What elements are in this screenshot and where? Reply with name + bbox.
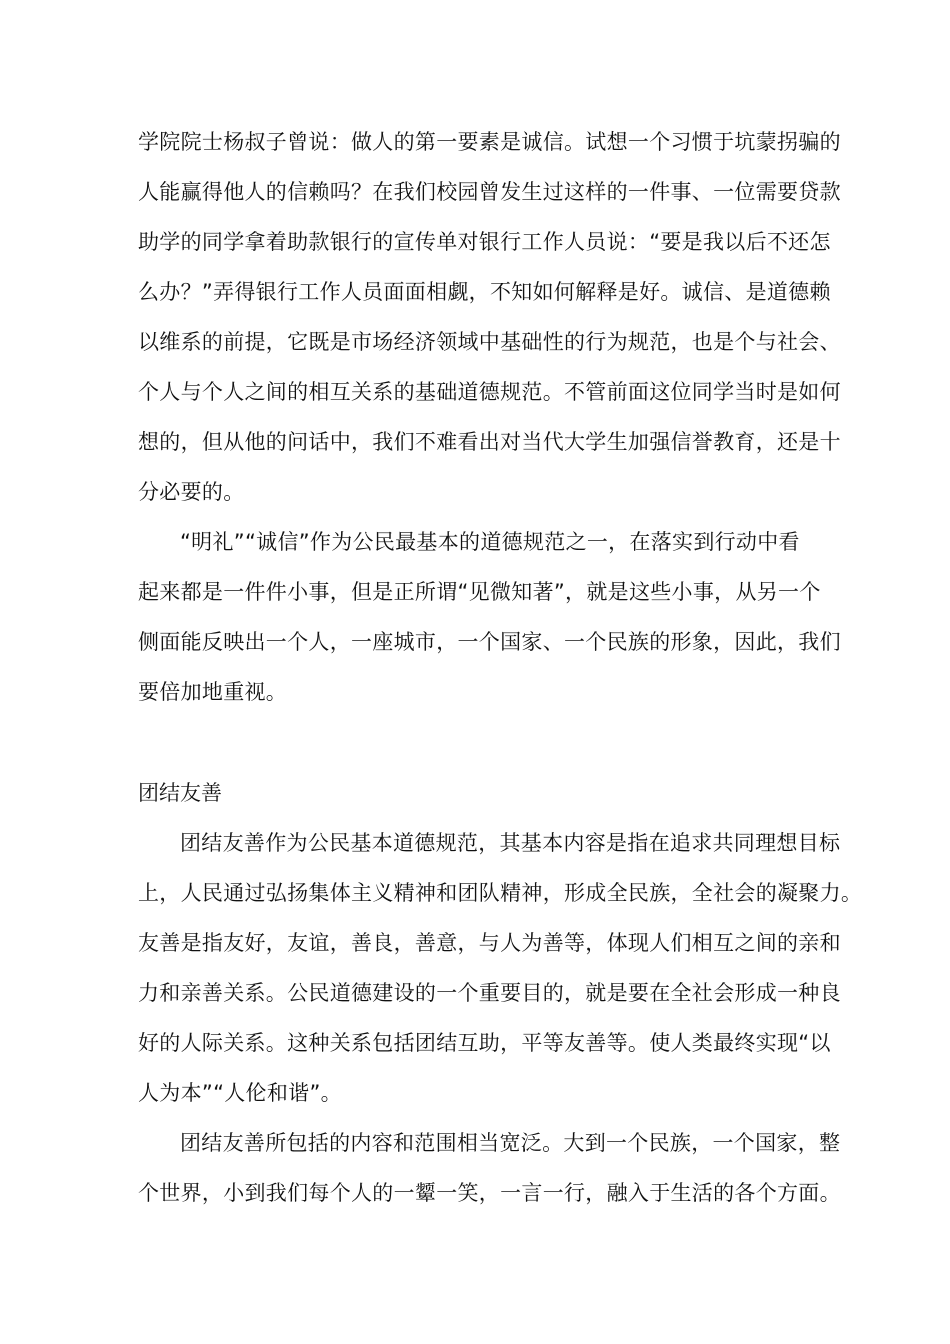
text-line: 以维系的前提，它既是市场经济领域中基础性的行为规范，也是个与社会、 [138, 330, 841, 354]
text-line: 学院院士杨叔子曾说：做人的第一要素是诚信。试想一个习惯于坑蒙拐骗的 [138, 130, 841, 154]
text-line: 人能赢得他人的信赖吗？在我们校园曾发生过这样的一件事、一位需要贷款 [138, 180, 841, 204]
text-line: 好的人际关系。这种关系包括团结互助，平等友善等。使人类最终实现“以 [138, 1031, 831, 1055]
text-line: 个人与个人之间的相互关系的基础道德规范。不管前面这位同学当时是如何 [138, 380, 841, 404]
text-line: 侧面能反映出一个人，一座城市，一个国家、一个民族的形象，因此，我们 [138, 630, 841, 654]
text-line: 团结友善作为公民基本道德规范，其基本内容是指在追求共同理想目标 [180, 831, 841, 855]
text-line: 想的，但从他的问话中，我们不难看出对当代大学生加强信誉教育，还是十 [138, 430, 841, 454]
text-line: 人为本”“人伦和谐”。 [138, 1081, 342, 1105]
text-line: “明礼”“诚信”作为公民最基本的道德规范之一，在落实到行动中看 [180, 530, 800, 554]
text-line: 个世界，小到我们每个人的一颦一笑，一言一行，融入于生活的各个方面。 [138, 1181, 841, 1205]
section-heading: 团结友善 [138, 781, 222, 805]
text-line: 上，人民通过弘扬集体主义精神和团队精神，形成全民族，全社会的凝聚力。 [138, 881, 863, 905]
text-line: 起来都是一件件小事，但是正所谓“见微知著”，就是这些小事，从另一个 [138, 580, 821, 604]
text-line: 要倍加地重视。 [138, 680, 288, 704]
text-line: 友善是指友好，友谊，善良，善意，与人为善等，体现人们相互之间的亲和 [138, 931, 841, 955]
text-line: 助学的同学拿着助款银行的宣传单对银行工作人员说：“要是我以后不还怎 [138, 230, 831, 254]
text-line: 团结友善所包括的内容和范围相当宽泛。大到一个民族，一个国家，整 [180, 1131, 841, 1155]
text-line: 分必要的。 [138, 480, 245, 504]
text-line: 力和亲善关系。公民道德建设的一个重要目的，就是要在全社会形成一种良 [138, 981, 841, 1005]
text-line: 么办？”弄得银行工作人员面面相觑，不知如何解释是好。诚信、是道德赖 [138, 280, 831, 304]
